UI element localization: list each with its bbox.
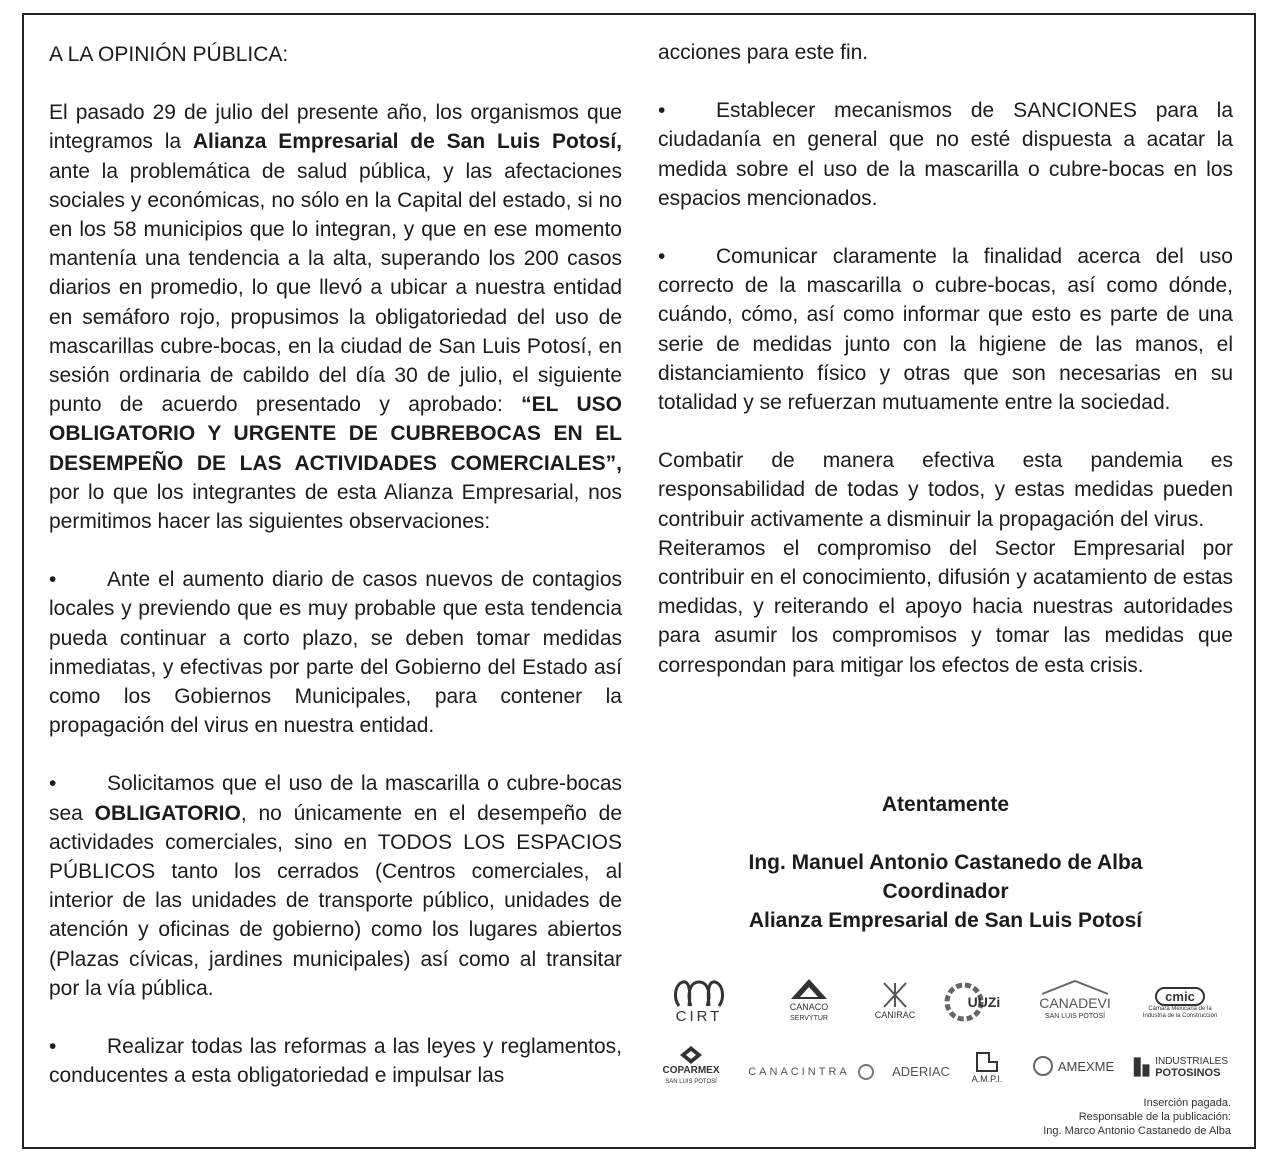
cmic-logo (1140, 980, 1220, 1026)
amexme-icon (1032, 1055, 1054, 1077)
canadevi-sub: SAN LUIS POTOSÍ (1044, 1013, 1106, 1020)
signer-role: Coordinador (882, 880, 1009, 903)
bullet-item (49, 769, 622, 1003)
bullet-item (49, 1032, 622, 1090)
bullet-text: Solicitamos que el uso de la mascarilla o cubre-bocas sea (49, 772, 622, 825)
aderiac-label: ADERIAC (892, 1063, 950, 1079)
uuzi-label: UUZi (967, 994, 1001, 1010)
closing-paragraph-1: Combatir de manera efectiva esta pandemia es responsabilidad de todas y todos, y estas medidas pueden contribuir activamente a disminuir la propagación del virus. (658, 449, 1233, 531)
canaco-icon (789, 977, 829, 1001)
bullet-text: Realizar todas las reformas a las leyes y reglamentos, conducentes a esta obligatoriedad e impulsar las (49, 1035, 622, 1088)
bullet-dot: • (658, 99, 666, 123)
closing-paragraph-2: Reiteramos el compromiso del Sector Empresarial por contribuir en el conocimiento, difusión y acatamiento de estas medidas, y reiterando el apoyo hacia nuestras autoridades para asumir los compromisos y tomar las medidas que correspondan para mitigar los efectos de esta crisis. (658, 536, 1233, 677)
heading: A LA OPINIÓN PÚBLICA: (49, 43, 289, 66)
signature-block (658, 790, 1233, 935)
intro-paragraph (49, 98, 622, 536)
canirac-icon (880, 981, 910, 1009)
intro-text-3: por lo que los integrantes de esta Alianza Empresarial, nos permitimos hacer las siguientes observaciones: (49, 480, 622, 534)
roof-icon (1040, 979, 1110, 995)
coparmex-sub: SAN LUIS POTOSÍ (665, 1078, 717, 1085)
canacintra-label: CANACINTRA (748, 1066, 850, 1078)
canaco-sub: SERVYTUR (790, 1015, 828, 1022)
left-column (49, 40, 622, 1120)
canaco-label: CANACO (789, 1002, 829, 1012)
signer-organization: Alianza Empresarial de San Luis Potosí (748, 909, 1143, 932)
coparmex-logo (656, 1042, 726, 1090)
bullet-item (658, 96, 1233, 213)
insertion-line-1: Inserción pagada. (1143, 1097, 1231, 1109)
cmic-sub: Cámara Mexicana de la Industria de la Construcción (1142, 1005, 1218, 1019)
cirt-label: CIRT (675, 1007, 723, 1025)
ampi-label: A.M.P.I. (971, 1074, 1003, 1084)
bullet-emphasis: OBLIGATORIO (94, 801, 241, 825)
ampi-logo (964, 1046, 1010, 1090)
signer-name: Ing. Manuel Antonio Castanedo de Alba (748, 851, 1143, 874)
continuation-text: acciones para este fin. (658, 41, 869, 64)
industriales-label-1: INDUSTRIALES (1155, 1055, 1228, 1067)
canacintra-logo (740, 1060, 858, 1084)
ampi-icon (975, 1051, 999, 1073)
bullet-text: Ante el aumento diario de casos nuevos de contagios locales y previendo que es muy probable que esta tendencia pueda continuar a corto plazo, se deben tomar medidas inmediatas, y efectivas por parte del Gobierno del Estado así como los Gobiernos Municipales, para contener la propagación del virus en nuestra entidad. (49, 568, 622, 738)
cirt-icon (671, 978, 727, 1008)
intro-text-2: ante la problemática de salud pública, y las afectaciones sociales y económicas, no sólo en la Capital del estado, si no en los 58 municipios que lo integran, y que en ese momento mantenía una tendencia a la alta, superando los 200 casos diarios en promedio, lo que llevó a ubicar a nuestra entidad en semáforo rojo, propusimos la obligatoriedad del uso de mascarillas cubre-bocas, en la ciudad de San Luis Potosí, en sesión ordinaria de cabildo del día 30 de julio, el siguiente punto de acuerdo presentado y aprobado: (49, 159, 622, 417)
agreement-title: “EL USO OBLIGATORIO Y URGENTE DE CUBREBOCAS EN EL DESEMPEÑO DE LAS ACTIVIDADES COMERCIALES”, (49, 393, 622, 475)
cmic-label: cmic (1155, 987, 1205, 1006)
bullet-dot: • (658, 245, 666, 269)
bullet-text: Establecer mecanismos de SANCIONES para la ciudadanía en general que no esté dispuesta a acatar la medida sobre el uso de la mascarilla o cubre-bocas en los espacios mencionados. (658, 99, 1233, 210)
amexme-label: AMEXME (1057, 1058, 1115, 1074)
industriales-logo (1132, 1048, 1228, 1086)
canadevi-logo (1030, 974, 1120, 1028)
closing-salutation: Atentamente (881, 793, 1010, 816)
canirac-logo (864, 972, 926, 1030)
bullet-item (658, 242, 1233, 417)
member-logos (658, 968, 1233, 1093)
alliance-name: Alianza Empresarial de San Luis Potosí, (192, 130, 622, 154)
amexme-logo (1030, 1048, 1116, 1084)
uuzi-logo (942, 978, 1006, 1026)
intro-text-1: El pasado 29 de julio del presente año, los organismos que integramos la (49, 101, 622, 154)
coparmex-label: COPARMEX (662, 1064, 720, 1076)
canadevi-label: CANADEVI (1039, 995, 1111, 1011)
coparmex-icon (679, 1045, 703, 1065)
canirac-label: CANIRAC (874, 1010, 916, 1020)
insertion-line-3: Ing. Marco Antonio Castanedo de Alba (1043, 1125, 1231, 1137)
bullet-text: , no únicamente en el desempeño de actividades comerciales, sino en TODOS LOS ESPACIOS PÚBLICOS tanto los cerrados (Centros comerciales, al interior de las unidades de transporte público, unidades de atención y oficinas de gobierno) como los lugares abiertos (Plazas cívicas, jardines municipales) así como al transitar por la vía pública. (49, 801, 622, 1000)
right-column (658, 38, 1233, 709)
insertion-note (1043, 1096, 1231, 1138)
aderiac-logo (880, 1056, 962, 1086)
insertion-line-2: Responsable de la publicación: (1078, 1111, 1231, 1123)
bullet-dot: • (49, 1035, 57, 1059)
bullet-item (49, 565, 622, 740)
factory-icon (1132, 1054, 1151, 1080)
bullet-dot: • (49, 568, 57, 592)
industriales-label-2: POTOSINOS (1155, 1066, 1221, 1079)
cirt-logo (666, 972, 732, 1030)
canaco-logo (776, 972, 842, 1030)
bullet-dot: • (49, 772, 57, 796)
bullet-text: Comunicar claramente la finalidad acerca del uso correcto de la mascarilla o cubre-bocas, así como dónde, cuándo, cómo, así como informar que esto es parte de una serie de medidas junto con la higiene de las manos, el distanciamiento físico y otras que son necesarias en su totalidad y se refuerzan mutuamente entre la sociedad. (658, 245, 1233, 415)
seal-icon (856, 1062, 876, 1082)
